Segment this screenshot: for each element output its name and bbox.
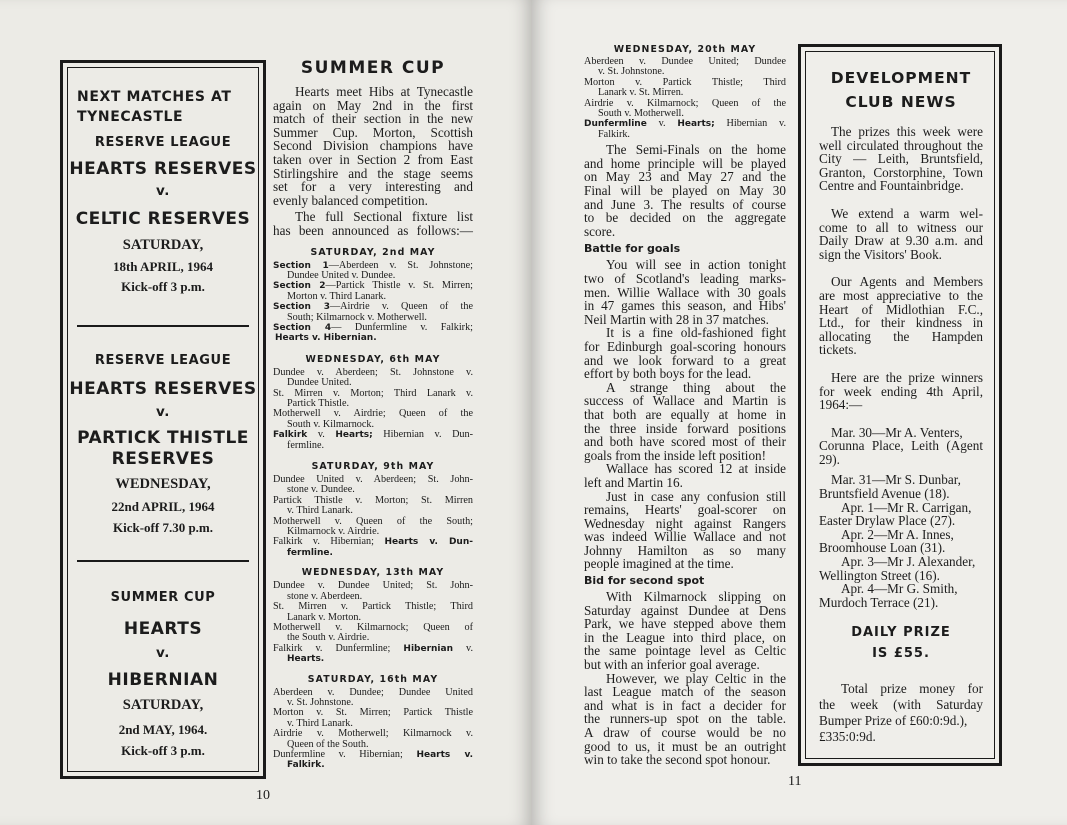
match3-day: SATURDAY,: [122, 697, 204, 713]
semi-final-paragraph: [584, 143, 786, 238]
match3-kickoff: Kick-off 3 p.m.: [121, 743, 205, 758]
fixture-text: Morton v. Third Lanark.: [287, 290, 387, 302]
text-line: 29).: [819, 451, 840, 467]
text-line: score.: [584, 223, 616, 239]
text-line: and June 3. The results of course: [584, 196, 786, 212]
divider-rule: [77, 325, 249, 327]
bid-for-second-spot-heading: Bid for second spot: [584, 574, 705, 588]
match2-kickoff: Kick-off 7.30 p.m.: [112, 520, 214, 535]
fixture-block: [273, 475, 473, 558]
daily-prize-amount: IS £55.: [872, 646, 930, 662]
text-line: the runners-up spot on the table.: [584, 711, 786, 727]
fixture-text: stone v. Aberdeen.: [287, 590, 363, 602]
team-bold: Hearts v. Dun-: [384, 537, 473, 548]
text-line: Apr. 1—Mr R. Carrigan,: [841, 499, 972, 515]
team-bold: Hearts v.: [416, 749, 473, 760]
bid-for-second-spot-body: [584, 590, 786, 767]
text-line: allocating the Hampden: [819, 328, 983, 344]
text-line: but with an inferior goal average.: [584, 657, 760, 673]
battle-for-goals-heading: Battle for goals: [584, 242, 681, 256]
winner-entry: [819, 473, 983, 500]
fixture-text: Dundee United.: [287, 377, 352, 389]
match3-home-team: HEARTS: [123, 619, 203, 639]
fixture-text: v.: [307, 429, 336, 441]
winners-intro-paragraph: [819, 371, 983, 412]
intro-line: Hearts meet Hibs at Tynecastle: [295, 84, 473, 99]
fixture-text: Motherwell v. Kilmarnock; Queen of: [273, 621, 473, 633]
text-line: Johnny Hamilton as so many: [584, 542, 786, 558]
team-bold: Hibernian: [403, 643, 453, 654]
team-bold: Falkirk: [273, 430, 308, 441]
text-line: goals from the inside left position!: [584, 447, 767, 463]
fixture-text: South v. Motherwell.: [598, 108, 684, 120]
section-label: Section 3: [273, 302, 330, 313]
text-line: Apr. 4—Mr G. Smith,: [841, 581, 958, 597]
fixture-text: —Airdrie v. Queen of the: [329, 301, 474, 313]
text-line: and we look forward to a great: [584, 352, 786, 368]
fixture-block: [273, 368, 473, 451]
fixture-text: Dunfermline v. Hibernian;: [273, 748, 417, 760]
text-line: 1964:—: [819, 397, 863, 413]
text-line: £335:0:9d.: [819, 729, 876, 745]
text-line: Mar. 30—Mr A. Venters,: [831, 424, 963, 440]
text-line: City — Leith, Bruntsfield,: [819, 151, 983, 167]
match3-competition: SUMMER CUP: [110, 590, 216, 605]
text-line: and home principle will be played: [584, 155, 786, 171]
text-line: for Edinburgh goal-scoring honours: [584, 338, 786, 354]
text-line: With Kilmarnock slipping on: [606, 589, 786, 605]
battle-for-goals-body: [584, 258, 786, 571]
text-line: and what is in fact a decider for: [584, 697, 786, 713]
text-line: Heart of Midlothian F.C.,: [819, 301, 983, 317]
team-bold: Hearts;: [335, 430, 373, 441]
text-line: Centre and Fountainbridge.: [819, 178, 964, 194]
summer-cup-article: [273, 58, 473, 771]
fixture-text: Dundee United v. Dundee.: [287, 269, 396, 281]
text-line: Apr. 3—Mr J. Alexander,: [841, 554, 976, 570]
fixture-block: [584, 57, 786, 140]
match1-home-team: HEARTS RESERVES: [69, 159, 257, 179]
fixture-text: Falkirk v. Hibernian;: [273, 536, 385, 548]
team-bold: Falkirk.: [287, 760, 325, 771]
match1-date: 18th APRIL, 1964: [112, 259, 214, 274]
development-club-content: [819, 69, 983, 745]
page-number: 11: [788, 774, 802, 789]
summer-cup-intro: [273, 85, 473, 238]
match1-day: SATURDAY,: [122, 237, 204, 253]
text-line: in the League into third place, on: [584, 629, 786, 645]
fixture-date-heading: SATURDAY, 9th MAY: [311, 461, 435, 473]
fixture-text: Lanark v. Morton.: [287, 611, 362, 623]
winner-entry: [819, 582, 983, 609]
prizes-paragraph: [819, 125, 983, 193]
text-line: the same pointage level as Celtic: [584, 643, 786, 659]
right-page: [532, 0, 1067, 825]
fixture-text: stone v. Dundee.: [287, 484, 355, 496]
fixture-block: [273, 688, 473, 771]
article-column: [584, 44, 786, 767]
text-line: It is a fine old-fashioned fight: [606, 325, 786, 341]
intro-line: match of their section in the new: [273, 111, 473, 127]
match3-away-team: HIBERNIAN: [107, 670, 219, 690]
intro-line: set for a very interesting and: [273, 179, 473, 195]
section-label: Section 1: [273, 260, 329, 271]
team-bold: Hearts;: [677, 119, 715, 130]
text-line: well circulated throughout the: [819, 137, 983, 153]
text-line: Mar. 31—Mr S. Dunbar,: [831, 472, 961, 488]
text-line: Park, we have stepped above them: [584, 616, 786, 632]
text-line: Wallace has scored 12 at inside: [606, 461, 786, 477]
total-prize-paragraph: [819, 681, 983, 745]
intro-line: Summer Cup. Morton, Scottish: [273, 124, 473, 140]
text-line: Our Agents and Members: [831, 274, 983, 290]
text-line: was indeed Willie Wallace and not: [584, 529, 786, 545]
match1-competition: RESERVE LEAGUE: [94, 135, 232, 150]
text-line: Broomhouse Loan (31).: [819, 540, 946, 556]
fixture-date-heading: SATURDAY, 2nd MAY: [310, 246, 436, 258]
text-line: sign the Visitors' Book.: [819, 246, 942, 262]
text-line: and both have scored most of their: [584, 434, 786, 450]
fixture-text: Partick Thistle.: [287, 398, 350, 409]
fixture-text: Lanark v. St. Mirren.: [598, 87, 684, 99]
fixture-date-heading: SATURDAY, 16th MAY: [307, 673, 439, 685]
fixture-text: South; Kilmarnock v. Motherwell.: [287, 311, 427, 323]
text-line: The prizes this week were: [831, 124, 983, 139]
text-line: two of Scotland's leading marks-: [584, 271, 786, 286]
development-club-title: DEVELOPMENT: [830, 69, 972, 87]
welcome-paragraph: [819, 207, 983, 261]
winner-entry: [819, 426, 983, 467]
fixture-text: Hibernian v.: [714, 118, 787, 130]
match2-home-team: HEARTS RESERVES: [69, 379, 257, 399]
text-line: people imagined at the time.: [584, 556, 734, 572]
match2-competition: RESERVE LEAGUE: [94, 353, 232, 368]
fixture-text: — Dunfermline v. Falkirk;: [331, 321, 474, 333]
fixture-text: Dundee United v. Aberdeen; St. John-: [273, 474, 473, 486]
intro-line: taken over in Section 2 from East: [273, 151, 473, 167]
text-line: Granton, Corstorphine, Town: [819, 164, 983, 180]
match1-kickoff: Kick-off 3 p.m.: [121, 279, 205, 294]
fixture-text: v. St. Johnstone.: [598, 66, 665, 78]
text-line: are most appreciative to the: [819, 287, 983, 303]
page-number: 10: [256, 788, 270, 803]
text-line: good to us, it must be an outright: [584, 738, 786, 754]
text-line: Daily Draw at 9.30 a.m. and: [819, 233, 983, 249]
winner-entry: [819, 528, 983, 555]
match1-versus: v.: [155, 183, 171, 199]
fixture-text: Aberdeen v. Dundee; Dundee United: [273, 686, 473, 698]
match3-versus: v.: [155, 645, 171, 661]
fixture-date-heading: WEDNESDAY, 13th MAY: [301, 567, 445, 579]
section-label: Section 2: [273, 281, 326, 292]
fixture-text: Queen of the South.: [287, 738, 369, 750]
fixture-text: fermline.: [287, 439, 325, 451]
text-line: to be decided on the aggregate: [584, 210, 786, 226]
fixture-block: [273, 261, 473, 344]
text-line: the week (with Saturday: [819, 697, 983, 713]
left-page: [0, 0, 532, 825]
fixture-text: Motherwell v. Queen of the South;: [273, 515, 473, 527]
winner-entry: [819, 555, 983, 582]
fixture-text: v. Third Lanark.: [287, 717, 353, 729]
winner-entry: [819, 501, 983, 528]
fixture-text: —Partick Thistle v. St. Mirren;: [325, 280, 474, 292]
text-line: success of Wallace and Martin is: [584, 393, 786, 409]
text-line: Wednesday night against Rangers: [584, 515, 786, 531]
text-line: Saturday against Dundee at Dens: [584, 602, 786, 618]
fixture-text: —Aberdeen v. St. Johnstone;: [328, 259, 473, 271]
text-line: Ltd., for their kindness in: [819, 315, 983, 331]
text-line: Here are the prize winners: [831, 369, 983, 385]
daily-prize-heading: DAILY PRIZE: [851, 625, 951, 641]
tynecastle-heading: TYNECASTLE: [77, 109, 184, 125]
fixture-text: Hearts v. Hibernian.: [275, 333, 377, 344]
text-line: You will see in action tonight: [606, 257, 786, 273]
text-line: Wellington Street (16).: [819, 567, 940, 583]
fixture-text: v.: [452, 642, 473, 654]
match2-away-team: PARTICK THISTLE: [77, 428, 249, 448]
text-line: The Semi-Finals on the home: [606, 142, 786, 158]
fixture-text: the South v. Airdrie.: [287, 632, 370, 644]
fixture-text: Airdrie v. Kilmarnock; Queen of the: [584, 97, 786, 109]
team-bold: Dunfermline: [584, 119, 647, 130]
fixture-text: Dundee v. Aberdeen; St. Johnstone v.: [273, 366, 473, 378]
divider-rule: [77, 560, 249, 562]
fixture-text: St. Mirren v. Morton; Third Lanark v.: [273, 387, 473, 399]
fixture-text: v. St. Johnstone.: [287, 696, 354, 708]
fixture-text: Falkirk.: [598, 128, 630, 140]
text-line: We extend a warm wel-: [831, 205, 983, 221]
next-matches-box: [60, 60, 266, 779]
team-bold: fermline.: [287, 547, 333, 558]
text-line: A draw of course would be no: [584, 725, 786, 740]
text-line: that both are equally at home in: [584, 406, 786, 422]
fixture-text: Falkirk v. Dunfermline;: [273, 642, 404, 654]
fixture-date-heading: WEDNESDAY, 20th MAY: [613, 44, 757, 55]
fixture-date-heading: WEDNESDAY, 6th MAY: [305, 353, 441, 365]
match1-away-team: CELTIC RESERVES: [75, 209, 251, 229]
text-line: win to take the second spot honour.: [584, 752, 771, 768]
section-label: Section 4: [273, 322, 332, 333]
match2-date: 22nd APRIL, 1964: [111, 499, 215, 514]
text-line: on May 23 and May 27 and the: [584, 169, 786, 185]
fixture-text: Airdrie v. Motherwell; Kilmarnock v.: [273, 728, 473, 740]
fixture-text: v.: [646, 118, 678, 130]
intro-line: has been announced as follows:—: [273, 222, 473, 238]
next-matches-heading: NEXT MATCHES AT: [77, 89, 232, 105]
text-line: However, we play Celtic in the: [606, 670, 786, 686]
intro-line: Second Division champions have: [273, 138, 473, 154]
text-line: A strange thing about the: [606, 379, 786, 395]
text-line: come to all to witness our: [819, 219, 983, 235]
intro-line: evenly balanced competition.: [273, 192, 428, 208]
match2-versus: v.: [155, 404, 171, 420]
text-line: Bumper Prize of £60:0:9d.),: [819, 713, 968, 729]
development-club-box: [798, 44, 1002, 766]
intro-line: Stirlingshire and the stage seems: [273, 165, 473, 181]
fixture-text: Aberdeen v. Dundee United; Dundee: [584, 56, 786, 67]
text-line: Just in case any confusion still: [606, 488, 786, 504]
intro-line: The full Sectional fixture list: [295, 209, 473, 225]
text-line: tickets.: [819, 342, 857, 358]
text-line: for week ending 4th April,: [819, 383, 983, 399]
development-club-title-line2: CLUB NEWS: [845, 93, 957, 111]
fixture-text: St. Mirren v. Partick Thistle; Third: [273, 601, 473, 613]
text-line: remains, Hearts' goal-scorer on: [584, 502, 786, 518]
fixture-text: Hibernian v. Dun-: [372, 429, 474, 441]
fixture-block: [273, 581, 473, 664]
text-line: Apr. 2—Mr A. Innes,: [841, 526, 954, 542]
fixture-text: Kilmarnock v. Airdrie.: [287, 526, 380, 538]
fixture-text: v. Third Lanark.: [287, 505, 353, 517]
text-line: Murdoch Terrace (21).: [819, 594, 939, 610]
fixture-text: Dundee v. Dundee United; St. John-: [273, 580, 473, 592]
text-line: Easter Drylaw Place (27).: [819, 513, 956, 529]
text-line: left and Martin 16.: [584, 474, 683, 490]
text-line: last League match of the season: [584, 684, 786, 700]
text-line: Neil Martin with 28 in 37 matches.: [584, 311, 769, 327]
intro-line: again on May 2nd in the first: [273, 97, 473, 113]
fixture-text: Motherwell v. Airdrie; Queen of the: [273, 408, 473, 420]
fixture-text: South v. Kilmarnock.: [287, 418, 375, 430]
match2-away-team-line2: RESERVES: [111, 449, 215, 469]
winners-list: [819, 426, 983, 610]
text-line: Corunna Place, Leith (Agent: [819, 438, 983, 454]
match2-day: WEDNESDAY,: [115, 476, 211, 492]
text-line: men. Willie Wallace with 30 goals: [584, 284, 786, 300]
text-line: Final will be played on May 30: [584, 183, 786, 199]
text-line: Total prize money for: [841, 681, 983, 697]
agents-paragraph: [819, 275, 983, 357]
team-bold: Hearts.: [287, 654, 325, 665]
summer-cup-title: SUMMER CUP: [300, 58, 446, 78]
fixture-text: Morton v. Partick Thistle; Third: [584, 76, 786, 88]
match3-date: 2nd MAY, 1964.: [118, 722, 208, 737]
text-line: Bruntsfield Avenue (18).: [819, 486, 950, 502]
fixture-text: Morton v. St. Mirren; Partick Thistle: [273, 707, 473, 719]
text-line: effort by both boys for the lead.: [584, 366, 752, 382]
fixture-text: Partick Thistle v. Morton; St. Mirren: [273, 494, 473, 506]
text-line: the three inside forward positions: [584, 420, 786, 436]
text-line: in 47 games this season, and Hibs': [584, 298, 786, 314]
